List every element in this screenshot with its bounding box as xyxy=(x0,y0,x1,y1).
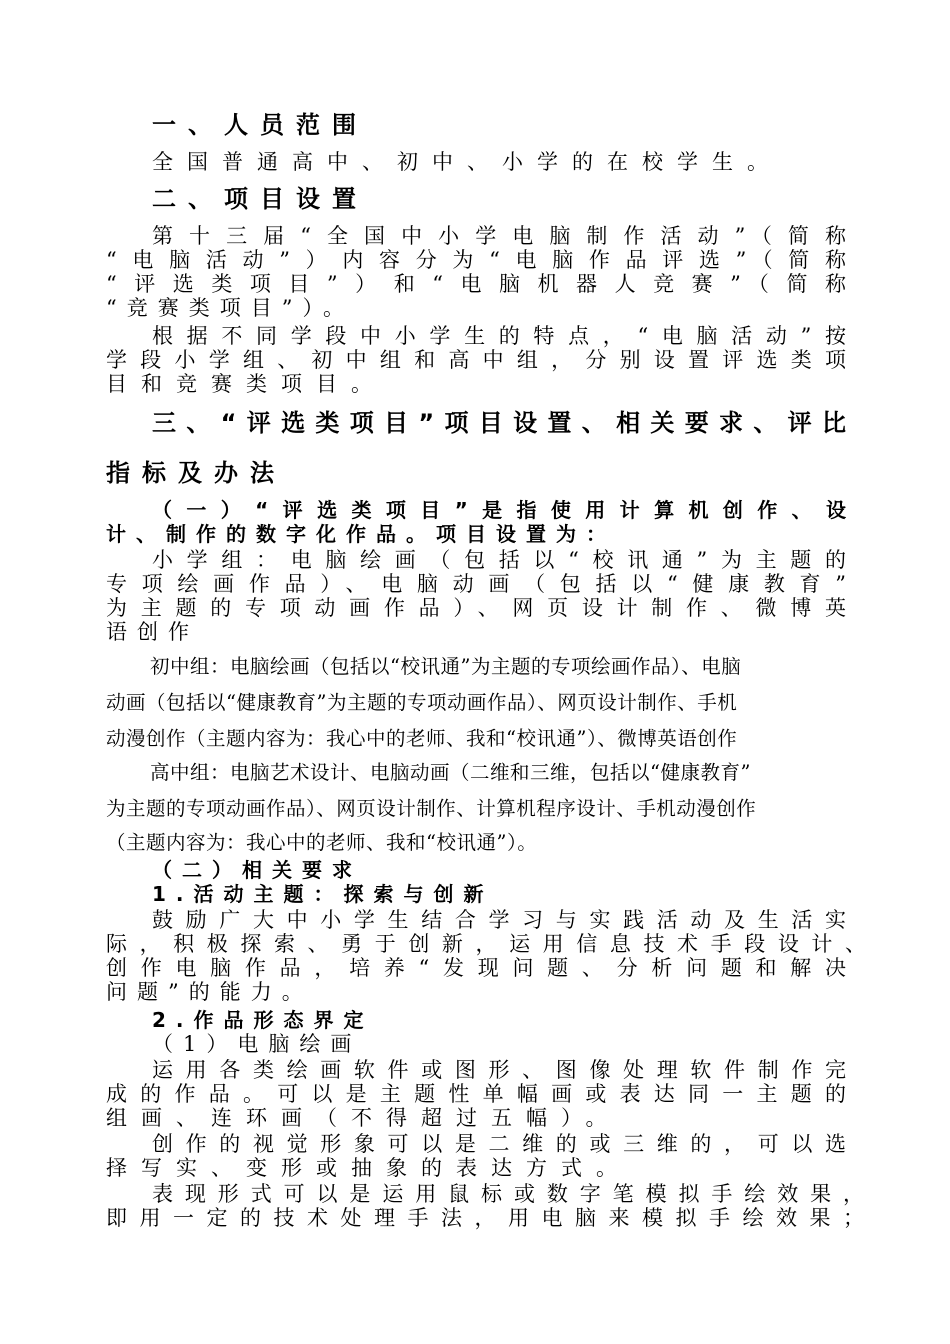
junior-group-line: 动漫创作（主题内容为：我心中的老师、我和“校讯通”）、微博英语创作 xyxy=(106,727,738,750)
section-2-paragraph-1-line: “电脑活动”）内容分为“电脑作品评选”（简称 xyxy=(106,248,846,272)
primary-group-line: 小学组：电脑绘画（包括以“校讯通”为主题的 xyxy=(152,548,846,572)
painting-line: 择写实、变形或抽象的表达方式。 xyxy=(106,1156,631,1180)
subsection-1-line: 计、制作的数字化作品。项目设置为： xyxy=(106,522,616,546)
section-2-paragraph-1-line: “评选类项目”）和“电脑机器人竞赛”（简称 xyxy=(106,272,846,296)
section-2-paragraph-2-line: 目和竞赛类项目。 xyxy=(106,372,386,396)
painting-heading: （1）电脑绘画 xyxy=(152,1032,362,1056)
senior-group-line: （主题内容为：我心中的老师、我和“校讯通”）。 xyxy=(106,831,538,854)
section-3-heading: 三、“评选类项目”项目设置、相关要求、评比 xyxy=(152,409,846,437)
subsection-1-line: （一）“评选类项目”是指使用计算机创作、设 xyxy=(152,498,846,522)
section-2-heading: 二、项目设置 xyxy=(152,185,368,213)
activity-theme-line: 际，积极探索、勇于创新，运用信息技术手段设计、 xyxy=(106,932,866,956)
senior-group-line: 高中组：电脑艺术设计、电脑动画（二维和三维，包括以“健康教育” xyxy=(150,761,751,784)
activity-theme-heading: 1.活动主题：探索与创新 xyxy=(152,882,494,906)
painting-line: 即用一定的技术处理手法，用电脑来模拟手绘效果； xyxy=(106,1206,864,1230)
activity-theme-line: 创作电脑作品，培养“发现问题、分析问题和解决 xyxy=(106,956,846,980)
primary-group-line: 语创作 xyxy=(106,620,199,644)
junior-group-line: 初中组：电脑绘画（包括以“校讯通”为主题的专项绘画作品）、电脑 xyxy=(150,655,742,678)
painting-line: 表现形式可以是运用鼠标或数字笔模拟手绘效果， xyxy=(152,1182,864,1206)
section-2-paragraph-1-line: 第十三届“全国中小学电脑制作活动”（简称 xyxy=(152,224,846,248)
senior-group-line: 为主题的专项动画作品）、网页设计制作、计算机程序设计、手机动漫创作 xyxy=(106,797,757,820)
section-2-paragraph-1-line: “竞赛类项目”）。 xyxy=(106,296,354,320)
section-2-paragraph-2-line: 学段小学组、初中组和高中组，分别设置评选类项 xyxy=(106,348,846,372)
activity-theme-line: 问题”的能力。 xyxy=(106,980,313,1004)
section-3-heading-cont: 指标及办法 xyxy=(106,459,286,487)
section-1-heading: 一、人员范围 xyxy=(152,111,368,139)
section-2-paragraph-2-line: 根据不同学段中小学生的特点，“电脑活动”按 xyxy=(152,324,846,348)
section-1-paragraph: 全国普通高中、初中、小学的在校学生。 xyxy=(152,150,782,174)
primary-group-line: 专项绘画作品）、电脑动画（包括以“健康教育” xyxy=(106,572,846,596)
work-form-heading: 2.作品形态界定 xyxy=(152,1008,374,1032)
painting-line: 创作的视觉形象可以是二维的或三维的，可以选 xyxy=(152,1132,846,1156)
subsection-2-heading: （二）相关要求 xyxy=(152,858,362,882)
painting-line: 运用各类绘画软件或图形、图像处理软件制作完 xyxy=(152,1058,846,1082)
painting-line: 组画、连环画（不得超过五幅）。 xyxy=(106,1106,621,1130)
activity-theme-line: 鼓励广大中小学生结合学习与实践活动及生活实 xyxy=(152,908,846,932)
painting-line: 成的作品。可以是主题性单幅画或表达同一主题的 xyxy=(106,1082,846,1106)
primary-group-line: 为主题的专项动画作品）、网页设计制作、微博英 xyxy=(106,596,846,620)
junior-group-line: 动画（包括以“健康教育”为主题的专项动画作品）、网页设计制作、手机 xyxy=(106,691,738,714)
